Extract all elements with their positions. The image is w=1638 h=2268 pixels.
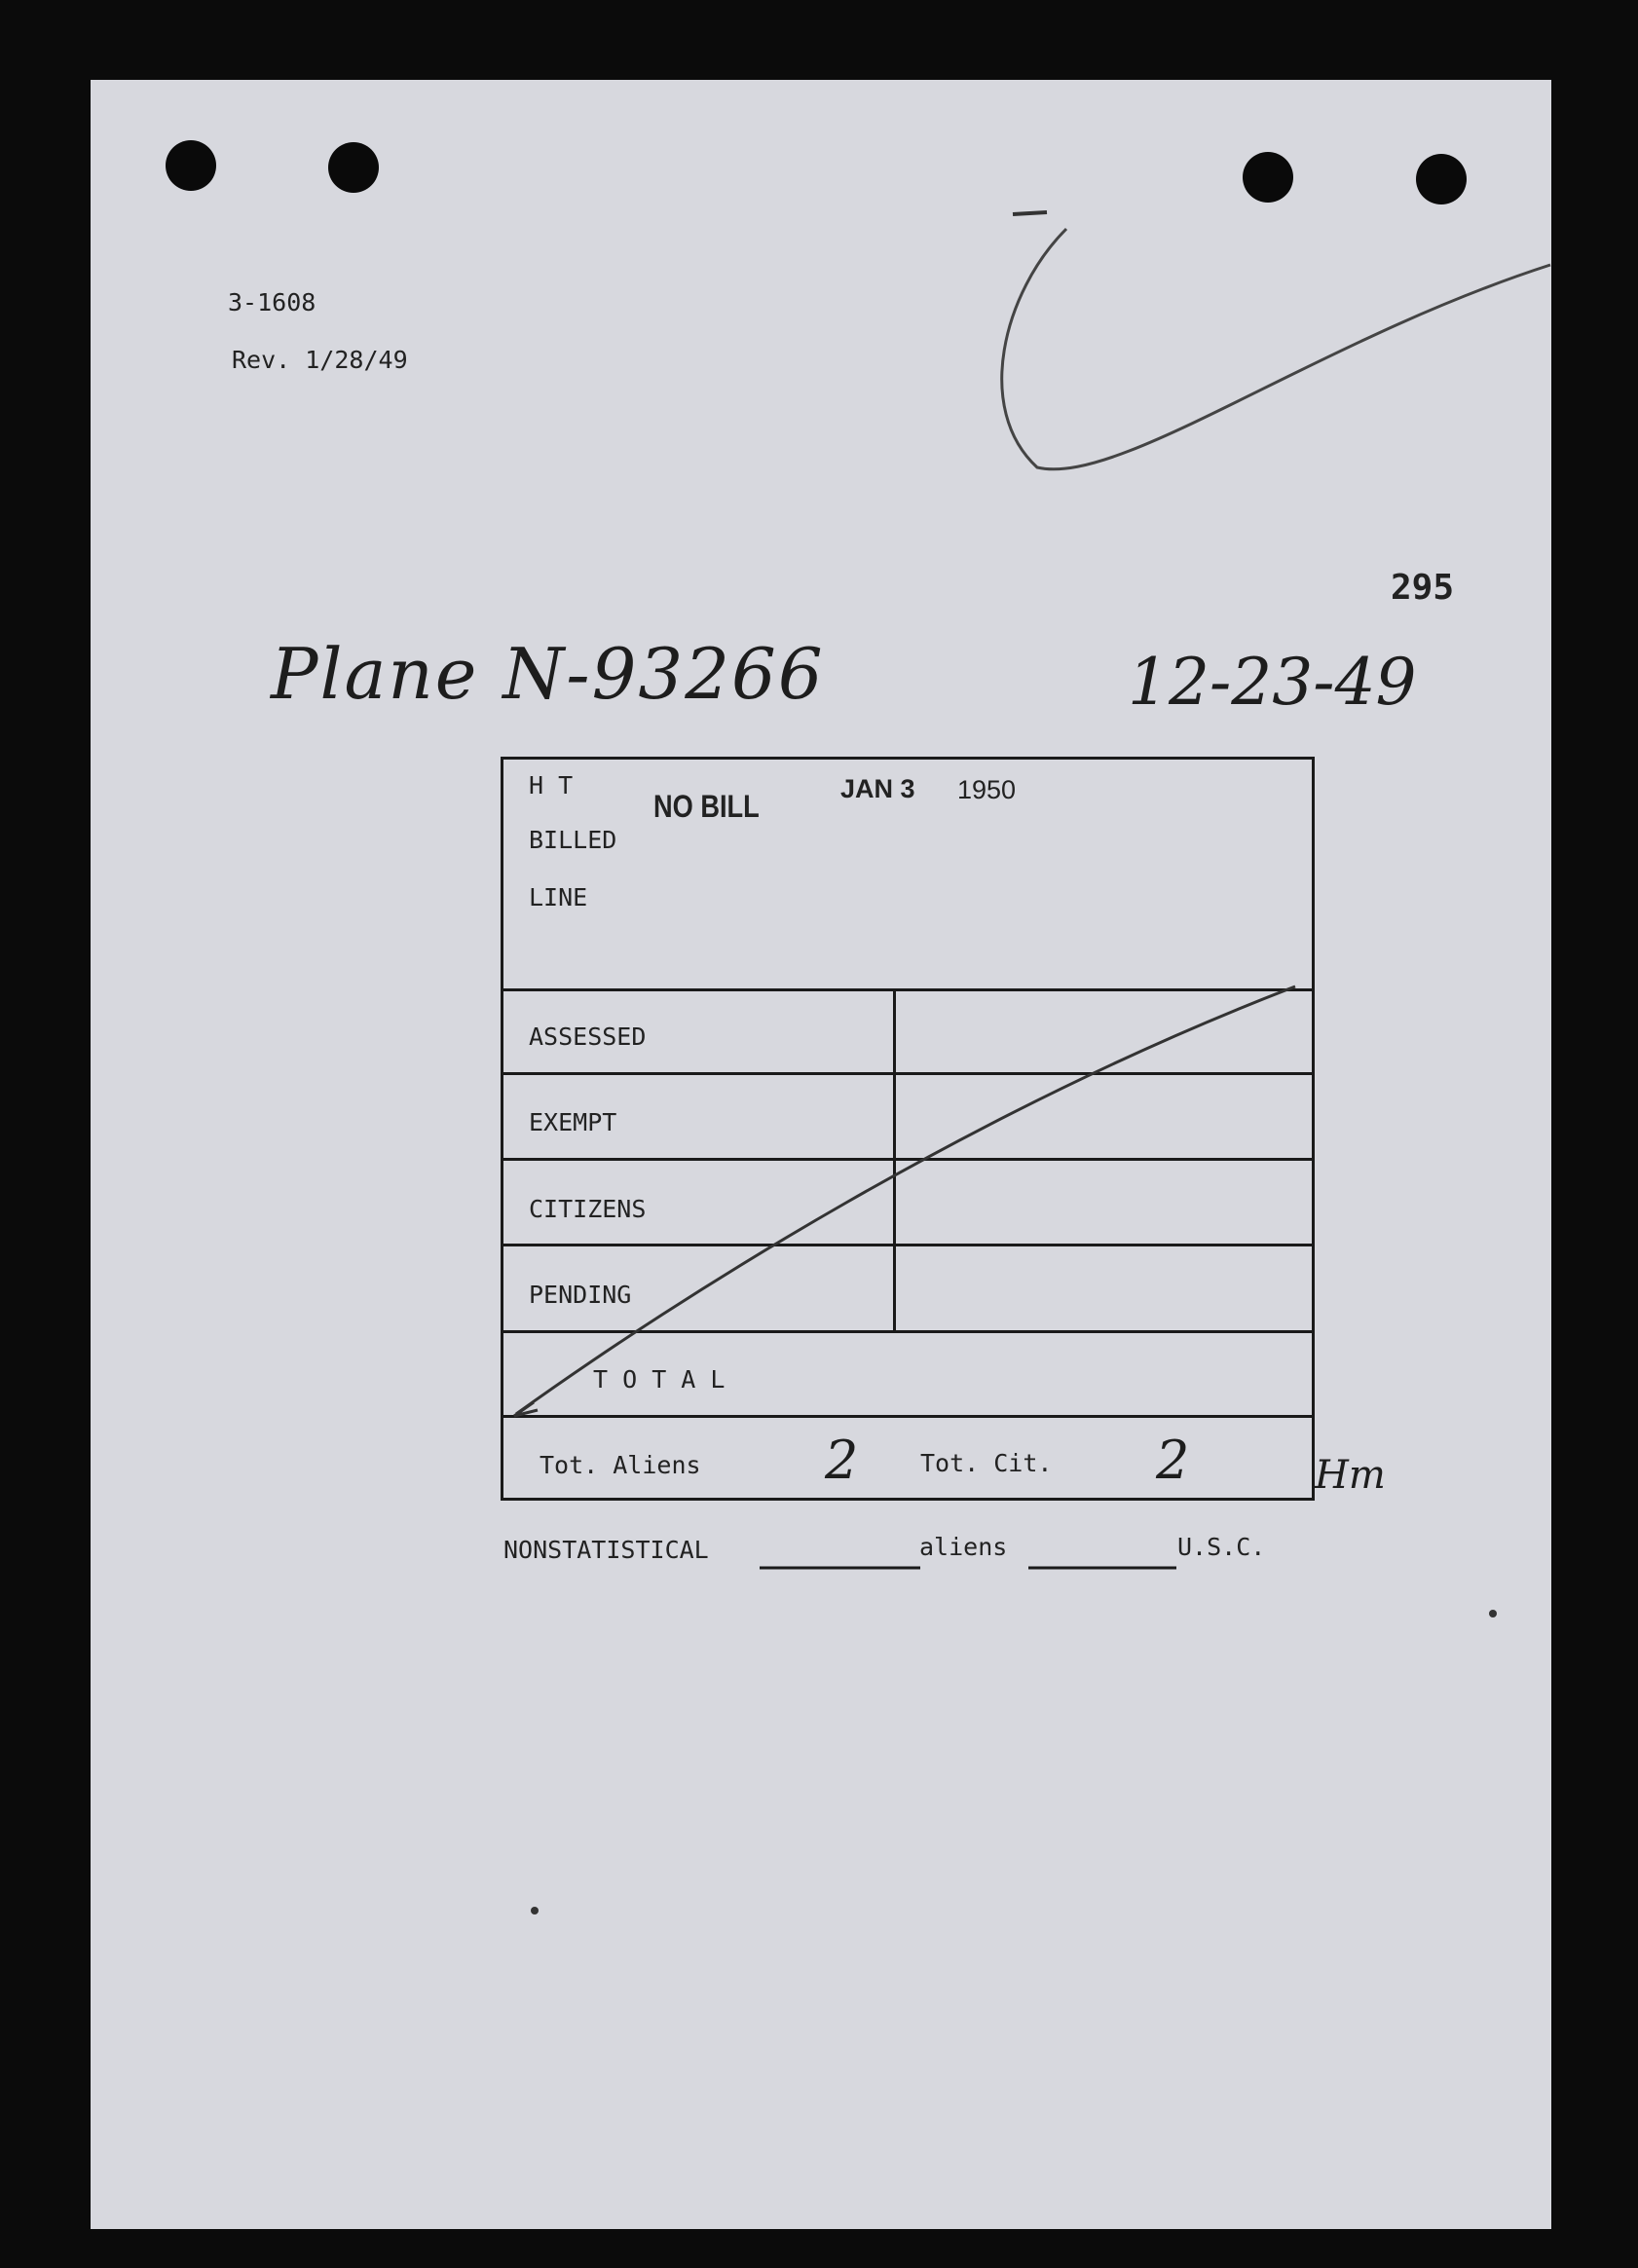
pen-tick xyxy=(1013,212,1047,214)
handwritten-initials: Hm xyxy=(1315,1453,1386,1498)
nonstatistical-label: NONSTATISTICAL xyxy=(503,1536,709,1564)
no-bill-stamp: NO BILL xyxy=(653,789,760,824)
diagonal-strike-line xyxy=(516,986,1295,1414)
total-label: T O T A L xyxy=(593,1365,726,1394)
stamp-date-year: 1950 xyxy=(957,775,1017,804)
handwritten-date: 12-23-49 xyxy=(1128,645,1417,720)
aliens-label: aliens xyxy=(919,1533,1008,1561)
citizens-label: CITIZENS xyxy=(529,1195,647,1223)
pen-curve-mark xyxy=(1002,229,1550,469)
arrow-head xyxy=(514,1402,538,1416)
usc-label: U.S.C. xyxy=(1177,1533,1266,1561)
revision-date: Rev. 1/28/49 xyxy=(232,346,408,374)
stamp-date-month: JAN 3 xyxy=(840,774,915,803)
pending-label: PENDING xyxy=(529,1281,632,1309)
tot-aliens-label: Tot. Aliens xyxy=(540,1451,701,1479)
handwritten-plane: Plane N-93266 xyxy=(271,633,825,715)
assessed-label: ASSESSED xyxy=(529,1022,647,1051)
line-label: LINE xyxy=(529,883,588,911)
exempt-label: EXEMPT xyxy=(529,1108,617,1136)
speck xyxy=(531,1907,539,1915)
form-number: 3-1608 xyxy=(228,288,316,316)
page-number: 295 xyxy=(1391,568,1455,608)
speck xyxy=(1489,1610,1497,1617)
aliens-total-value: 2 xyxy=(825,1430,859,1491)
ht-label: H T xyxy=(529,771,574,799)
billed-label: BILLED xyxy=(529,826,617,854)
tot-cit-label: Tot. Cit. xyxy=(920,1449,1053,1477)
citizens-total-value: 2 xyxy=(1156,1430,1190,1491)
